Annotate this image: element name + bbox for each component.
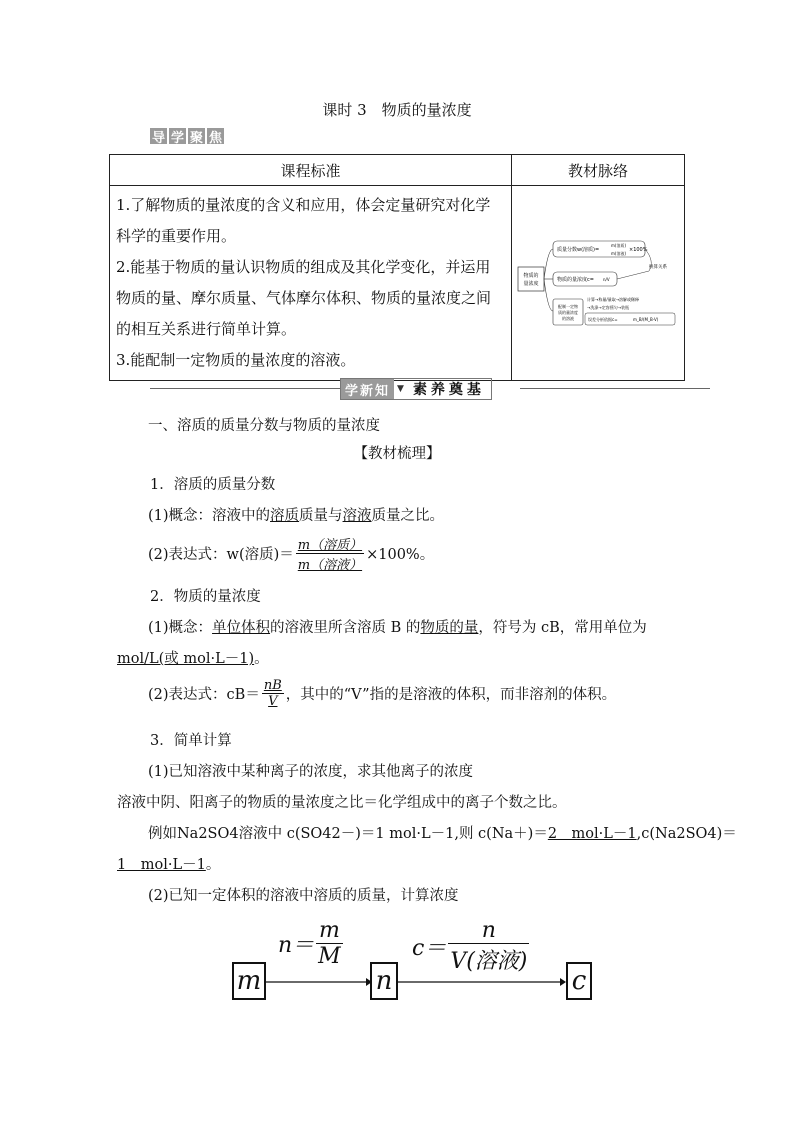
text-run: 例如Na2SO4溶液中 c(SO42－)＝1 mol·L－1,则 c(Na＋)＝ <box>148 826 548 842</box>
banner-line-right <box>520 388 710 389</box>
answer-blank: 溶质 <box>270 508 300 524</box>
text-run: (2)表达式：w(溶质)＝ <box>148 547 294 563</box>
fraction <box>448 918 529 975</box>
mindmap-steps-b: →洗涤→定容摇匀→装瓶 <box>587 305 630 310</box>
mindmap-steps-a: 计算→称量/量取→溶解或稀释 <box>587 297 640 302</box>
guide-tag-char: 聚 <box>188 128 205 144</box>
flow-box-m: m <box>232 962 266 1000</box>
p1-concept <box>148 504 444 525</box>
banner-box <box>340 378 492 400</box>
standard-item: 2.能基于物质的量认识物质的组成及其化学变化，并运用物质的量、摩尔质量、气体摩尔体积、物质的量浓度之间的相互关系进行简单计算。 <box>116 258 492 338</box>
section-heading: 一、溶质的质量分数与物质的量浓度 <box>148 418 380 434</box>
p2-title: 2．物质的量浓度 <box>150 589 261 605</box>
text-run: 质量与 <box>299 508 343 524</box>
fraction-num: m <box>316 918 343 944</box>
mindmap-error-frac: m_B/(M_B·V) <box>633 317 659 322</box>
text-run: c＝ <box>412 936 447 961</box>
outline-header: 教材脉络 <box>512 155 685 186</box>
mindmap-node3: 配制一定物 <box>558 304 578 309</box>
p2-expression <box>148 678 616 709</box>
fraction <box>262 678 284 709</box>
standards-table <box>109 154 685 381</box>
mindmap-node1: 质量分数w(溶质)= <box>557 247 600 253</box>
section-banner <box>150 376 710 400</box>
p2-unit <box>117 647 269 668</box>
banner-light-label: 素养奠基 <box>412 382 485 398</box>
flow-box-c: c <box>566 962 592 1000</box>
mindmap-diagram <box>515 231 681 331</box>
text-run: n＝ <box>278 933 315 958</box>
banner-mark: ▼ <box>397 384 404 394</box>
fraction <box>296 534 364 573</box>
p3-example-cont <box>117 853 220 874</box>
fraction-den: V(溶液) <box>450 949 528 974</box>
page-title: 课时 3 物质的量浓度 <box>322 101 472 119</box>
p1-expression <box>148 534 434 573</box>
text-run: ×100%。 <box>366 547 435 563</box>
flow-arrow1-label <box>278 918 345 969</box>
mindmap-error: 误差分析依据c= <box>588 317 618 322</box>
banner-line-left <box>150 388 340 389</box>
standards-list <box>110 186 512 381</box>
text-run: (1)概念： <box>148 620 213 636</box>
answer-blank: 物质的量 <box>420 620 479 636</box>
mindmap-node1-num: m(溶质) <box>611 243 627 248</box>
standard-item: 3.能配制一定物质的量浓度的溶液。 <box>116 351 356 369</box>
text-run: ，符号为 cB，常用单位为 <box>478 620 647 636</box>
answer-blank: 单位体积 <box>212 620 271 636</box>
text-run: (1)概念：溶液中的 <box>148 508 271 524</box>
mindmap-node3-cont2: 的溶液 <box>562 316 574 321</box>
guide-tag-char: 焦 <box>207 128 224 144</box>
mindmap-node3-cont: 质的量浓度 <box>558 310 578 315</box>
fraction-num: n <box>448 918 529 944</box>
answer-blank: 2 mol·L－1 <box>547 826 637 842</box>
mindmap-link: 换算关系 <box>649 265 667 270</box>
text-run: 质量之比。 <box>371 508 445 524</box>
mindmap-node2: 物质的量浓度c= <box>557 277 594 283</box>
mindmap-root-cont: 量浓度 <box>523 281 539 287</box>
answer-blank: mol/L(或 mol·L－1) <box>117 651 255 667</box>
fraction-den: m（溶液） <box>297 558 363 573</box>
fraction-den: M <box>318 944 341 969</box>
mindmap-root: 物质的 <box>523 273 539 279</box>
text-run: (2)表达式：cB＝ <box>148 687 260 703</box>
p1-title: 1．溶质的质量分数 <box>150 477 276 493</box>
guide-tag <box>150 128 224 144</box>
text-run: 。 <box>254 651 269 667</box>
fraction <box>316 918 343 969</box>
p3-rule: 溶液中阴、阳离子的物质的量浓度之比＝化学组成中的离子个数之比。 <box>117 795 567 811</box>
flow-arrow2-icon <box>396 972 568 992</box>
text-run: ,c(Na2SO4)＝ <box>636 826 737 842</box>
standards-header: 课程标准 <box>110 155 512 186</box>
p3-case2: (2)已知一定体积的溶液中溶质的质量，计算浓度 <box>148 888 459 904</box>
banner-dark-label: 学新知 <box>341 379 394 399</box>
p3-example <box>148 822 737 843</box>
p2-concept <box>148 616 647 637</box>
standard-item: 1.了解物质的量浓度的含义和应用，体会定量研究对化学科学的重要作用。 <box>116 196 491 245</box>
text-run: ，其中的“V”指的是溶液的体积，而非溶剂的体积。 <box>285 687 617 703</box>
answer-blank: 溶液 <box>342 508 372 524</box>
flow-arrow1-icon <box>262 972 372 992</box>
flow-box-n: n <box>370 962 398 1000</box>
p3-case1: (1)已知溶液中某种离子的浓度，求其他离子的浓度 <box>148 764 474 780</box>
mindmap-node1-den: m(溶液) <box>611 251 627 256</box>
text-run: 。 <box>205 857 221 873</box>
sub-heading: 【教材梳理】 <box>353 446 441 462</box>
mindmap-node2-frac: n/V <box>603 277 610 282</box>
fraction-num: nB <box>263 678 282 693</box>
outline-mindmap <box>512 186 685 381</box>
fraction-num: m（溶质） <box>296 534 364 554</box>
guide-tag-char: 学 <box>169 128 186 144</box>
mindmap-node1-tail: ×100% <box>629 247 648 253</box>
p3-title: 3．简单计算 <box>150 733 232 749</box>
text-run: 的溶液里所含溶质 B 的 <box>270 620 421 636</box>
fraction-den: V <box>268 694 278 709</box>
answer-blank: 1 mol·L－1 <box>117 857 206 873</box>
flow-arrow2-label <box>412 918 531 975</box>
guide-tag-char: 导 <box>150 128 167 144</box>
